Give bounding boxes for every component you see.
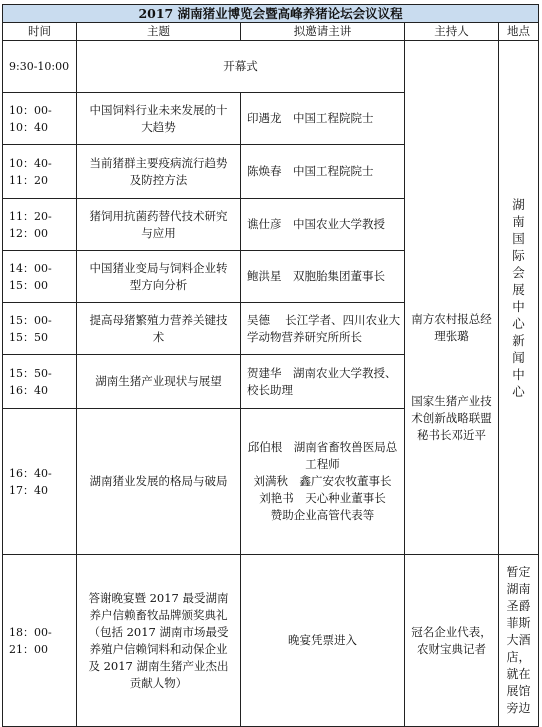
venue-main-text: 湖南国际会展中心新闻中心 xyxy=(512,196,525,399)
dinner-venue xyxy=(499,555,539,727)
host-1: 南方农村报总经理张璐 xyxy=(411,312,492,343)
speaker-line: 刘满秋 鑫广安农牧董事长 xyxy=(253,474,392,488)
session-time: 10：40-11：20 xyxy=(3,145,77,199)
dinner-topic: 答谢晚宴暨 2017 最受湖南养户信赖畜牧品牌颁奖典礼（包括 2017 湖南市场最受养殖户信赖饲料和动保企业及 2017 湖南生猪产业杰出贡献人物） xyxy=(77,555,241,727)
header-time: 时间 xyxy=(3,23,77,41)
table-row xyxy=(3,41,539,93)
session-time: 15：00-15：50 xyxy=(3,303,77,355)
header-host: 主持人 xyxy=(405,23,499,41)
speaker-line: 赞助企业高管代表等 xyxy=(270,508,375,522)
speaker-line: 刘艳书 天心种业董事长 xyxy=(259,491,386,505)
dinner-venue-text: 暂定湖南圣爵菲斯大酒店，就在展馆旁边 xyxy=(506,565,531,715)
session-topic: 中国猪业变局与饲料企业转型方向分析 xyxy=(77,251,241,303)
session-speaker: 鲍洪星 双胞胎集团董事长 xyxy=(241,251,405,303)
dinner-speaker: 晚宴凭票进入 xyxy=(241,555,405,727)
session-time: 11：20-12：00 xyxy=(3,199,77,251)
session-time: 15：50-16：40 xyxy=(3,355,77,409)
header-speaker: 拟邀请主讲 xyxy=(241,23,405,41)
session-time: 14：00-15：00 xyxy=(3,251,77,303)
session-topic: 湖南生猪产业现状与展望 xyxy=(77,355,241,409)
session-time: 16：40-17：40 xyxy=(3,409,77,555)
header-row xyxy=(3,23,539,41)
speaker-line: 邱伯根 湖南省畜牧兽医局总工程师 xyxy=(247,440,398,471)
session-topic: 猪饲用抗菌药替代技术研究与应用 xyxy=(77,199,241,251)
session-speaker: 谯仕彦 中国农业大学教授 xyxy=(241,199,405,251)
session-speaker: 吴德 长江学者、四川农业大学动物营养研究所所长 xyxy=(241,303,405,355)
header-venue: 地点 xyxy=(499,23,539,41)
agenda-table xyxy=(2,4,539,727)
session-speaker: 贺建华 湖南农业大学教授、校长助理 xyxy=(241,355,405,409)
dinner-time: 18：00-21：00 xyxy=(3,555,77,727)
session-topic: 提高母猪繁殖力营养关键技术 xyxy=(77,303,241,355)
session-topic: 湖南猪业发展的格局与破局 xyxy=(77,409,241,555)
dinner-host: 冠名企业代表，农财宝典记者 xyxy=(405,555,499,727)
session-time: 10：00-10：40 xyxy=(3,93,77,145)
header-topic: 主题 xyxy=(77,23,241,41)
session-topic: 中国饲料行业未来发展的十大趋势 xyxy=(77,93,241,145)
host-cell xyxy=(405,41,499,555)
session-time: 9:30-10:00 xyxy=(3,41,77,93)
agenda-title: 2017 湖南猪业博览会暨高峰养猪论坛会议议程 xyxy=(3,5,539,23)
opening-label: 开幕式 xyxy=(77,41,405,93)
table-row xyxy=(3,555,539,727)
session-topic: 当前猪群主要疫病流行趋势及防控方法 xyxy=(77,145,241,199)
venue-main xyxy=(499,41,539,555)
session-speaker xyxy=(241,409,405,555)
host-2: 国家生猪产业技术创新战略联盟秘书长邓近平 xyxy=(411,394,492,442)
session-speaker: 印遇龙 中国工程院院士 xyxy=(241,93,405,145)
session-speaker: 陈焕春 中国工程院院士 xyxy=(241,145,405,199)
